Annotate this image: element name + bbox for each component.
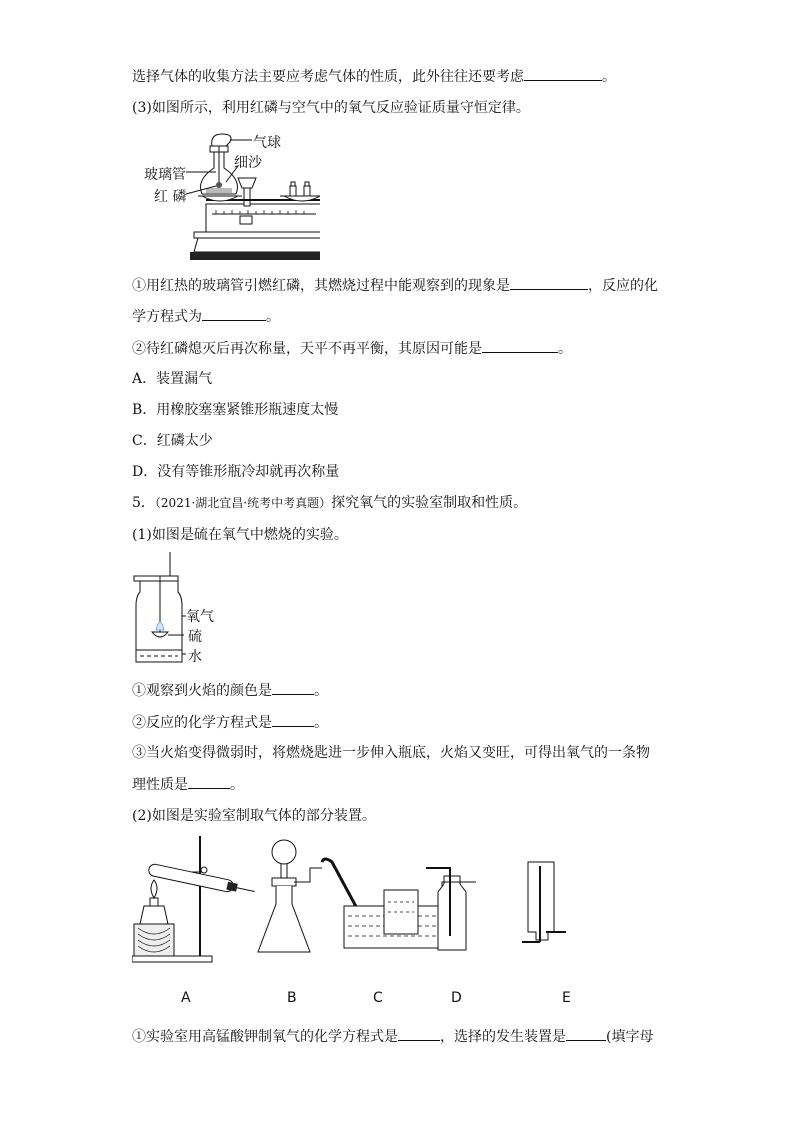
apparatus-b — [258, 840, 322, 952]
option-d[interactable]: D．没有等锥形瓶冷却就再次称量 — [132, 464, 340, 480]
balance-flask-figure — [140, 132, 320, 262]
answer-blank[interactable] — [566, 1026, 606, 1041]
q5-last-text: ①实验室用高锰酸钾制氧气的化学方程式是 — [132, 1029, 398, 1045]
punctuation: 。 — [314, 683, 328, 699]
label-oxygen: 氧气 — [186, 609, 214, 625]
q5-sub1-text: ①观察到火焰的颜色是 — [132, 683, 272, 699]
q5-sub2-line — [132, 712, 328, 733]
answer-blank[interactable] — [202, 306, 266, 321]
q5-part1-intro: (1)如图是硫在氧气中燃烧的实验。 — [132, 527, 348, 543]
q4-part3-intro — [132, 98, 530, 118]
answer-blank[interactable] — [398, 1026, 440, 1041]
punctuation: 。 — [558, 341, 572, 357]
answer-blank[interactable] — [188, 774, 230, 789]
apparatus-label-d: D — [451, 990, 462, 1006]
punctuation: 。 — [314, 715, 328, 731]
q5-heading — [132, 493, 527, 513]
label-sulfur: 硫 — [188, 629, 202, 645]
q4-cont-text: 选择气体的收集方法主要应考虑气体的性质，此外往往还要考虑 — [132, 69, 524, 85]
q5-part2-intro: (2)如图是实验室制取气体的部分装置。 — [132, 808, 376, 824]
answer-blank[interactable] — [272, 680, 314, 695]
punctuation: 。 — [230, 777, 244, 793]
label-glass-tube: 玻璃管 — [144, 167, 186, 183]
sulfur-jar-figure — [132, 552, 242, 668]
q4-sub1-text: ①用红热的玻璃管引燃红磷，其燃烧过程中能观察到的现象是 — [132, 278, 510, 294]
label-red-phosphorus: 红 磷 — [154, 189, 187, 205]
punctuation: 。 — [602, 69, 616, 85]
q5-sub1-line — [132, 680, 328, 701]
q5-last-line — [132, 1026, 653, 1047]
q4-continuation-line — [132, 66, 616, 87]
q5-sub3-line1: ③当火焰变得微弱时，将燃烧匙进一步伸入瓶底，火焰又变旺，可得出氧气的一条物 — [132, 745, 650, 761]
apparatus-label-e: E — [562, 990, 571, 1006]
question-text: 探究氧气的实验室制取和性质。 — [331, 495, 528, 511]
option-c[interactable]: C．红磷太少 — [132, 433, 213, 449]
q4-sub1-text-2: 学方程式为 — [132, 309, 202, 325]
label-balloon: 气球 — [253, 135, 281, 151]
answer-blank[interactable] — [524, 66, 602, 81]
q4-sub1-line2 — [132, 306, 280, 327]
apparatus-e — [522, 862, 566, 942]
q4-sub1-text-cont: ，反应的化 — [588, 278, 658, 294]
q4-sub2-text: ②待红磷熄灭后再次称量，天平不再平衡，其原因可能是 — [132, 341, 482, 357]
apparatus-figure — [132, 836, 592, 976]
punctuation: 。 — [266, 309, 280, 325]
apparatus-c — [322, 859, 450, 948]
q4-sub2-line — [132, 338, 572, 359]
option-b[interactable]: B．用橡胶塞塞紧锥形瓶速度太慢 — [132, 402, 339, 418]
option-a[interactable]: A．装置漏气 — [132, 371, 213, 387]
question-source: （2021·湖北宜昌·统考中考真题） — [154, 496, 332, 510]
label-water: 水 — [188, 649, 202, 665]
apparatus-label-a: A — [181, 990, 191, 1006]
answer-blank[interactable] — [482, 338, 558, 353]
q5-sub2-text: ②反应的化学方程式是 — [132, 715, 272, 731]
apparatus-label-c: C — [373, 990, 383, 1006]
label-sand: 细沙 — [234, 155, 262, 171]
answer-blank[interactable] — [272, 712, 314, 727]
apparatus-diagram — [132, 836, 592, 976]
q5-sub3-text: 理性质是 — [132, 777, 188, 793]
answer-blank[interactable] — [510, 275, 588, 290]
q4-sub1-line1 — [132, 275, 658, 296]
q5-last-text-3: (填字母 — [606, 1029, 654, 1045]
q4-part3-text: (3)如图所示，利用红磷与空气中的氧气反应验证质量守恒定律。 — [132, 100, 530, 116]
q5-sub3-line2 — [132, 774, 244, 795]
apparatus-a — [132, 836, 256, 962]
q5-last-text-2: ，选择的发生装置是 — [440, 1029, 566, 1045]
question-number: 5． — [132, 495, 155, 511]
apparatus-label-b: B — [287, 990, 297, 1006]
